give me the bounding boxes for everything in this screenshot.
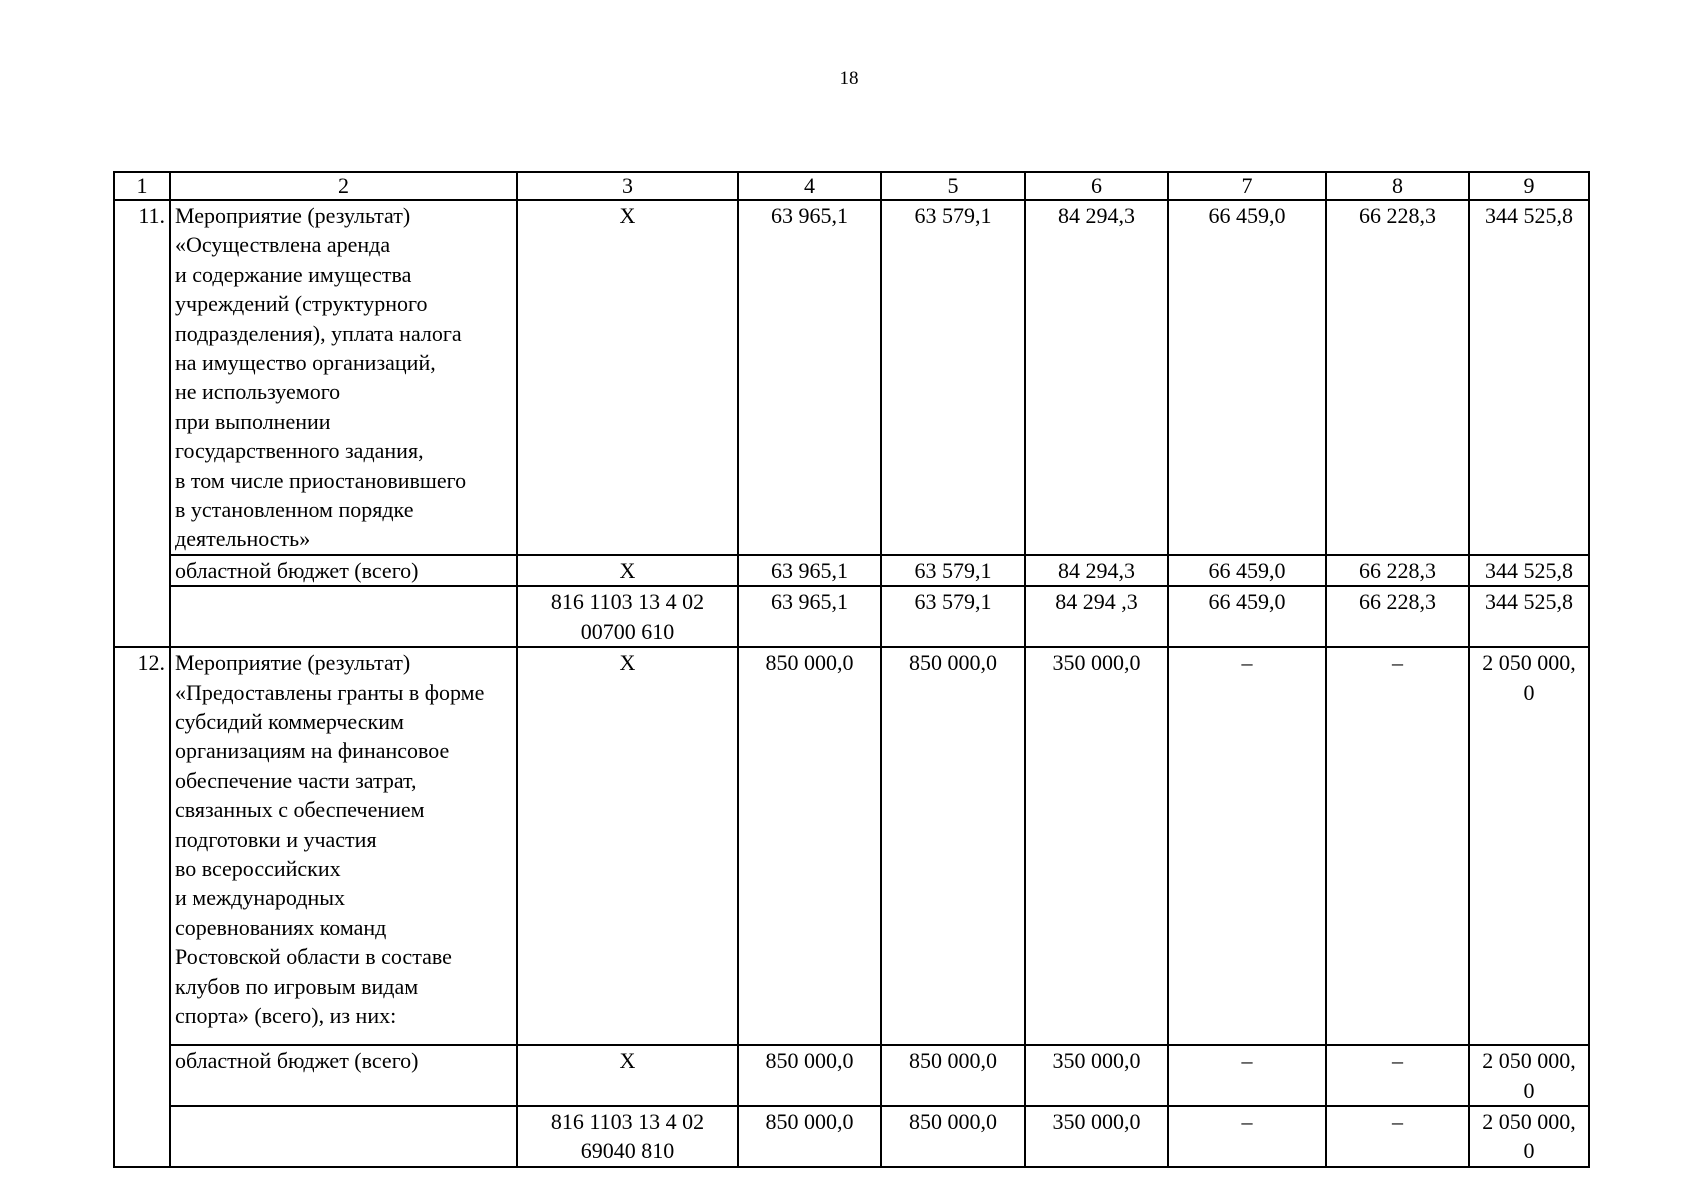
value-cell: 66 459,0 — [1168, 200, 1326, 555]
value-cell: 63 579,1 — [881, 586, 1025, 647]
value-cell: – — [1168, 647, 1326, 1045]
value-cell: – — [1326, 1106, 1469, 1167]
row-number: 11. — [114, 200, 170, 647]
table-row — [114, 1106, 1589, 1167]
total-cell: 2 050 000, 0 — [1469, 1106, 1589, 1167]
value-cell: 850 000,0 — [738, 1106, 881, 1167]
column-header: 6 — [1025, 172, 1168, 200]
total-cell: 344 525,8 — [1469, 200, 1589, 555]
column-header: 8 — [1326, 172, 1469, 200]
measure-description: Мероприятие (результат) «Предоставлены гранты в форме субсидий коммерческим организациям на финансовое обеспечение части затрат, связанных с обеспечением подготовки и участия во всероссийских и международных соревнованиях команд Ростовской области в составе клубов по игровым видам спорта» (всего), из них: — [170, 647, 517, 1045]
value-cell: – — [1168, 1045, 1326, 1106]
table-row — [114, 555, 1589, 586]
table-row — [114, 1045, 1589, 1106]
column-header: 7 — [1168, 172, 1326, 200]
total-cell: 344 525,8 — [1469, 586, 1589, 647]
column-header: 4 — [738, 172, 881, 200]
value-cell: 84 294,3 — [1025, 200, 1168, 555]
value-cell: 66 228,3 — [1326, 200, 1469, 555]
value-cell: 850 000,0 — [881, 647, 1025, 1045]
value-cell: 850 000,0 — [738, 1045, 881, 1106]
value-cell: 66 459,0 — [1168, 555, 1326, 586]
value-cell: 66 459,0 — [1168, 586, 1326, 647]
budget-code: Х — [517, 555, 738, 586]
funding-source: областной бюджет (всего) — [170, 555, 517, 586]
value-cell: – — [1326, 647, 1469, 1045]
table-row — [114, 647, 1589, 1045]
column-header: 3 — [517, 172, 738, 200]
value-cell: – — [1168, 1106, 1326, 1167]
funding-source — [170, 586, 517, 647]
value-cell: 350 000,0 — [1025, 647, 1168, 1045]
value-cell: – — [1326, 1045, 1469, 1106]
value-cell: 63 965,1 — [738, 586, 881, 647]
budget-table — [113, 171, 1590, 1168]
funding-source: областной бюджет (всего) — [170, 1045, 517, 1106]
value-cell: 84 294 ,3 — [1025, 586, 1168, 647]
measure-description: Мероприятие (результат) «Осуществлена аренда и содержание имущества учреждений (структурного подразделения), уплата налога на имущество организаций, не используемого при выполнении государственного задания, в том числе приостановившего в установленном порядке деятельность» — [170, 200, 517, 555]
budget-code: Х — [517, 647, 738, 1045]
funding-source — [170, 1106, 517, 1167]
value-cell: 84 294,3 — [1025, 555, 1168, 586]
row-number: 12. — [114, 647, 170, 1167]
budget-code: Х — [517, 200, 738, 555]
total-cell: 2 050 000, 0 — [1469, 647, 1589, 1045]
value-cell: 350 000,0 — [1025, 1106, 1168, 1167]
column-header: 5 — [881, 172, 1025, 200]
value-cell: 850 000,0 — [881, 1106, 1025, 1167]
budget-code: 816 1103 13 4 02 69040 810 — [517, 1106, 738, 1167]
table-header-row — [114, 172, 1589, 200]
column-header: 1 — [114, 172, 170, 200]
column-header: 2 — [170, 172, 517, 200]
value-cell: 63 579,1 — [881, 555, 1025, 586]
total-cell: 344 525,8 — [1469, 555, 1589, 586]
value-cell: 850 000,0 — [738, 647, 881, 1045]
value-cell: 850 000,0 — [881, 1045, 1025, 1106]
table-row — [114, 586, 1589, 647]
table-row — [114, 200, 1589, 555]
budget-code: 816 1103 13 4 02 00700 610 — [517, 586, 738, 647]
column-header: 9 — [1469, 172, 1589, 200]
value-cell: 350 000,0 — [1025, 1045, 1168, 1106]
value-cell: 63 965,1 — [738, 200, 881, 555]
value-cell: 66 228,3 — [1326, 586, 1469, 647]
total-cell: 2 050 000, 0 — [1469, 1045, 1589, 1106]
value-cell: 66 228,3 — [1326, 555, 1469, 586]
value-cell: 63 965,1 — [738, 555, 881, 586]
page-number: 18 — [839, 68, 859, 89]
value-cell: 63 579,1 — [881, 200, 1025, 555]
budget-code: Х — [517, 1045, 738, 1106]
